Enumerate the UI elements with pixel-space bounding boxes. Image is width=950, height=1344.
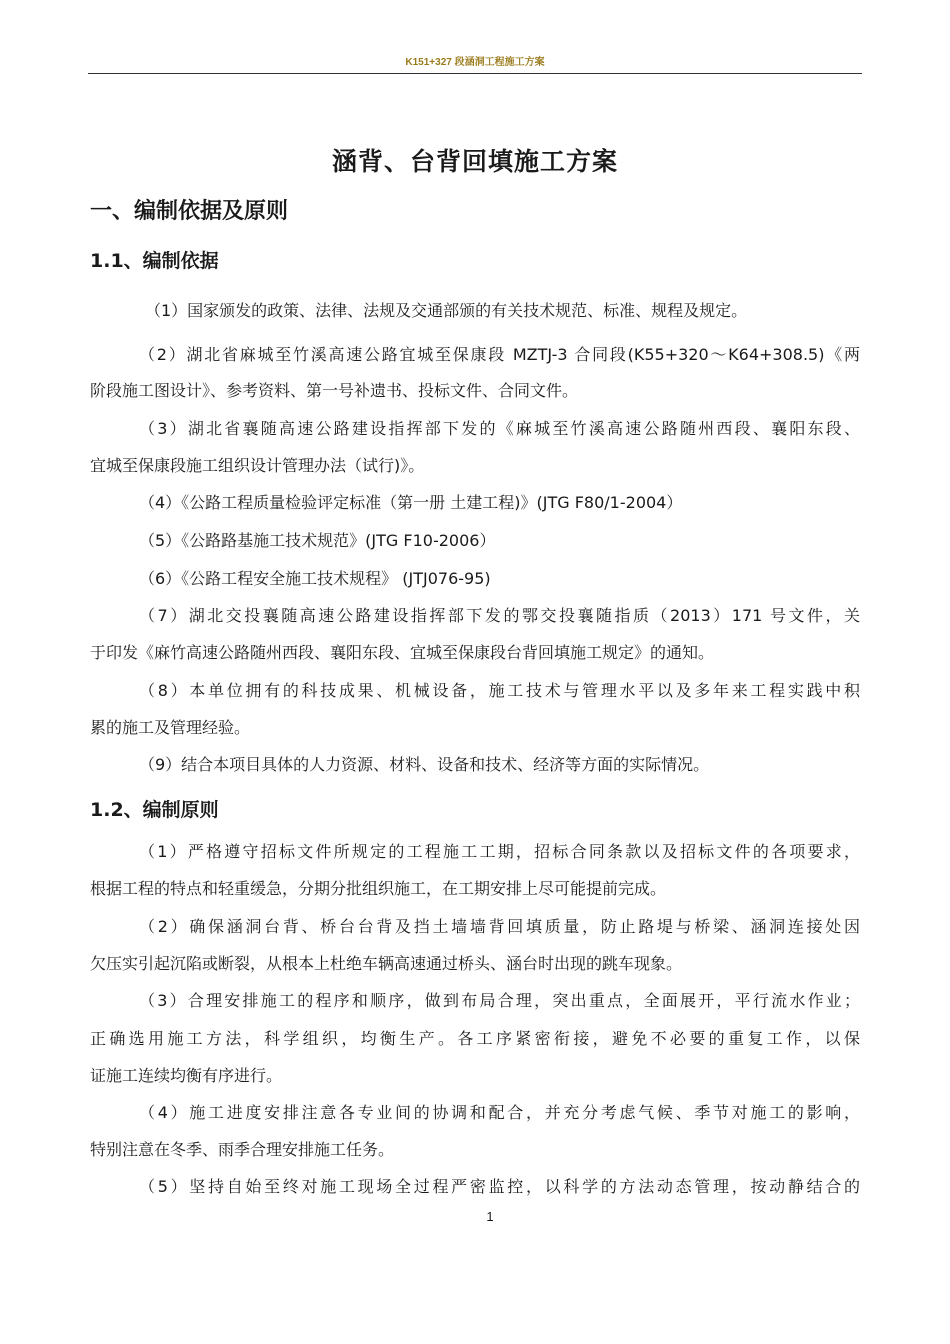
basis-item-7-line-1: （7）湖北交投襄随高速公路建设指挥部下发的鄂交投襄随指质（2013）171 号文件，关 <box>139 606 860 625</box>
basis-item-1: （1）国家颁发的政策、法律、法规及交通部颁的有关技术规范、标准、规程及规定。 <box>145 301 748 320</box>
basis-item-5: （5）《公路路基施工技术规范》(JTG F10-2006） <box>139 531 496 550</box>
basis-item-2-line-1: （2）湖北省麻城至竹溪高速公路宜城至保康段 MZTJ-3 合同段(K55+320～K64+308.5)《两 <box>139 345 860 364</box>
basis-item-6: （6）《公路工程安全施工技术规程》 (JTJ076-95) <box>139 569 491 588</box>
basis-item-2-line-2: 阶段施工图设计》、参考资料、第一号补遗书、投标文件、合同文件。 <box>90 381 579 400</box>
running-header: K151+327 段涵洞工程施工方案 <box>405 57 545 68</box>
basis-item-9: （9）结合本项目具体的人力资源、材料、设备和技术、经济等方面的实际情况。 <box>139 755 710 774</box>
basis-item-4: （4）《公路工程质量检验评定标准（第一册 土建工程)》(JTG F80/1-2004） <box>139 493 683 512</box>
principle-item-3-line-3: 证施工连续均衡有序进行。 <box>90 1066 283 1085</box>
principle-item-1-line-2: 根据工程的特点和轻重缓急，分期分批组织施工，在工期安排上尽可能提前完成。 <box>90 879 667 898</box>
principle-item-4-line-2: 特别注意在冬季、雨季合理安排施工任务。 <box>90 1140 395 1159</box>
principle-item-2-line-1: （2）确保涵洞台背、桥台台背及挡土墙墙背回填质量，防止路堤与桥梁、涵洞连接处因 <box>139 917 860 936</box>
principle-item-4-line-1: （4）施工进度安排注意各专业间的协调和配合，并充分考虑气候、季节对施工的影响， <box>139 1103 860 1122</box>
principle-item-1-line-1: （1）严格遵守招标文件所规定的工程施工工期，招标合同条款以及招标文件的各项要求， <box>139 842 860 861</box>
section-heading-1: 一、编制依据及原则 <box>90 199 289 224</box>
subsection-heading-1-2: 1.2、编制原则 <box>90 799 219 821</box>
page-number: 1 <box>486 1209 494 1224</box>
basis-item-3-line-2: 宜城至保康段施工组织设计管理办法（试行)》。 <box>90 456 425 475</box>
principle-item-3-line-1: （3）合理安排施工的程序和顺序，做到布局合理，突出重点，全面展开，平行流水作业； <box>139 991 860 1010</box>
principle-item-5-line-1: （5）坚持自始至终对施工现场全过程严密监控，以科学的方法动态管理，按动静结合的 <box>139 1177 860 1196</box>
basis-item-7-line-2: 于印发《麻竹高速公路随州西段、襄阳东段、宜城至保康段台背回填施工规定》的通知。 <box>90 643 715 662</box>
basis-item-8-line-2: 累的施工及管理经验。 <box>90 718 251 737</box>
document-title: 涵背、台背回填施工方案 <box>331 147 618 176</box>
principle-item-2-line-2: 欠压实引起沉陷或断裂，从根本上杜绝车辆高速通过桥头、涵台时出现的跳车现象。 <box>90 954 683 973</box>
basis-item-3-line-1: （3）湖北省襄随高速公路建设指挥部下发的《麻城至竹溪高速公路随州西段、襄阳东段、 <box>139 419 860 438</box>
header-divider <box>88 73 862 74</box>
principle-item-3-line-2: 正确选用施工方法，科学组织，均衡生产。各工序紧密衔接，避免不必要的重复工作，以保 <box>90 1029 860 1048</box>
basis-item-8-line-1: （8）本单位拥有的科技成果、机械设备，施工技术与管理水平以及多年来工程实践中积 <box>139 681 860 700</box>
subsection-heading-1-1: 1.1、编制依据 <box>90 250 219 272</box>
